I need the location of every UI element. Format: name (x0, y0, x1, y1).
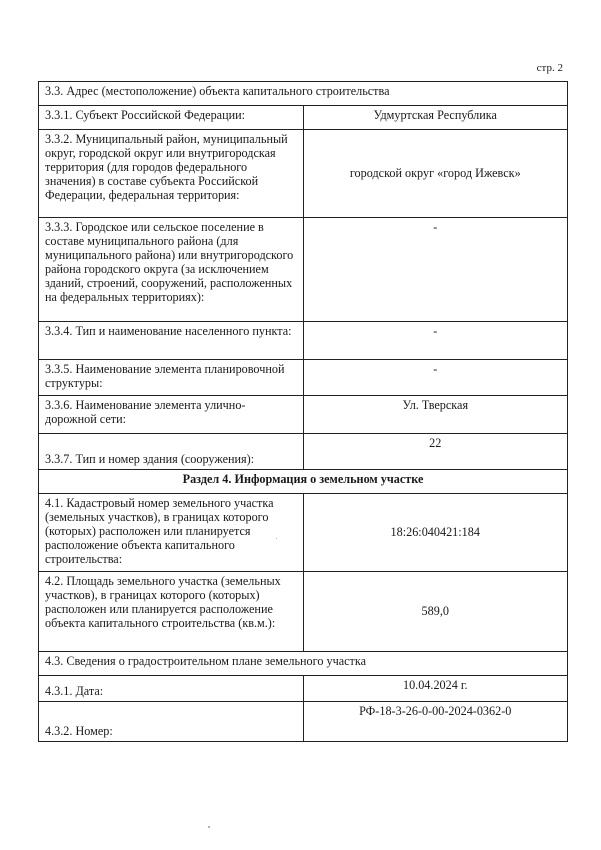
table-row (39, 322, 568, 360)
row-label: 3.3.7. Тип и номер здания (сооружения): (39, 434, 304, 470)
page-number: стр. 2 (536, 62, 563, 74)
address-heading: 3.3. Адрес (местоположение) объекта капитального строительства (39, 82, 568, 106)
table-row (39, 676, 568, 702)
row-label: 3.3.3. Городское или сельское поселение в составе муниципального района (для муниципального района) или внутригородского района городского округа (за исключением зданий, строений, сооружений, расположенных на федеральных территориях): (39, 218, 304, 322)
table-row (39, 396, 568, 434)
row-label: 3.3.6. Наименование элемента улично-дорожной сети: (39, 396, 304, 434)
row-value: 10.04.2024 г. (303, 676, 568, 702)
table-row (39, 106, 568, 130)
row-label: 4.3.2. Номер: (39, 702, 304, 742)
row-value: - (303, 360, 568, 396)
row-value: Удмуртская Республика (303, 106, 568, 130)
row-label: 3.3.5. Наименование элемента планировочной структуры: (39, 360, 304, 396)
row-label: 4.1. Кадастровый номер земельного участка (земельных участков), в границах которого (которых) расположен или планируется расположение объекта капитального строительства: (39, 494, 304, 572)
permit-form-table (38, 81, 568, 742)
gpzu-heading-row (39, 652, 568, 676)
scan-speck (276, 538, 277, 539)
row-label: 4.2. Площадь земельного участка (земельных участков), в границах которого (которых) расположен или планируется расположение объекта капитального строительства (кв.м.): (39, 572, 304, 652)
row-label: 4.3.1. Дата: (39, 676, 304, 702)
row-label: 3.3.1. Субъект Российской Федерации: (39, 106, 304, 130)
row-value: 18:26:040421:184 (303, 494, 568, 572)
section-title: Раздел 4. Информация о земельном участке (39, 470, 568, 494)
scan-speck (208, 826, 210, 828)
address-heading-row (39, 82, 568, 106)
row-value: - (303, 218, 568, 322)
section-heading-row (39, 470, 568, 494)
row-label: 3.3.2. Муниципальный район, муниципальный округ, городской округ или внутригородская территория (для городов федерального значения) в составе субъекта Российской Федерации, федеральная территория: (39, 130, 304, 218)
table-row (39, 434, 568, 470)
table-row (39, 572, 568, 652)
table-row (39, 360, 568, 396)
row-label: 3.3.4. Тип и наименование населенного пункта: (39, 322, 304, 360)
row-value: 22 (303, 434, 568, 470)
row-value: - (303, 322, 568, 360)
row-value: РФ-18-3-26-0-00-2024-0362-0 (303, 702, 568, 742)
table-row (39, 218, 568, 322)
row-value: Ул. Тверская (303, 396, 568, 434)
row-value: городской округ «город Ижевск» (303, 130, 568, 218)
gpzu-heading: 4.3. Сведения о градостроительном плане земельного участка (39, 652, 568, 676)
table-row (39, 494, 568, 572)
table-row (39, 130, 568, 218)
table-row (39, 702, 568, 742)
row-value: 589,0 (303, 572, 568, 652)
